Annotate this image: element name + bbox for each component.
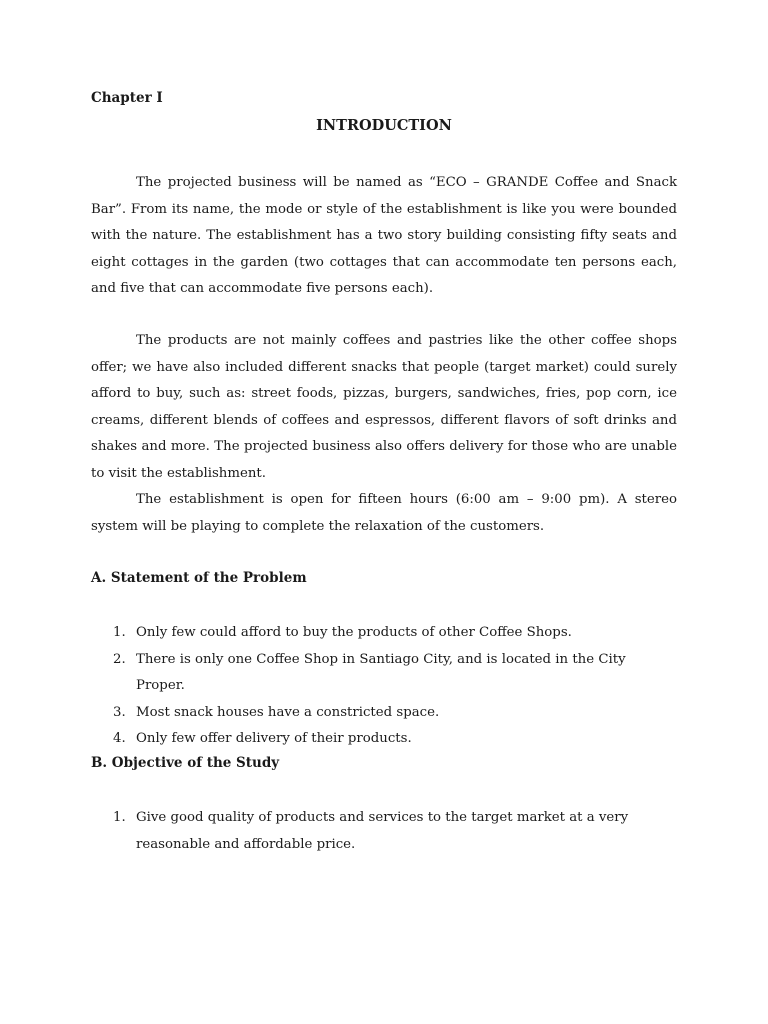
list-item-text: Give good quality of products and services to the target market at a very reasonable and affordable price. xyxy=(136,810,629,852)
list-item xyxy=(91,700,677,727)
list-item-number: 1. xyxy=(113,625,126,640)
chapter-label: Chapter I xyxy=(91,90,163,106)
list-item-text: There is only one Coffee Shop in Santiago City, and is located in the City Proper. xyxy=(136,651,626,693)
objective-list xyxy=(91,805,677,858)
list-item-text: Only few could afford to buy the products of other Coffee Shops. xyxy=(136,625,572,640)
list-item xyxy=(91,647,677,700)
list-item-text: Only few offer delivery of their products. xyxy=(136,731,412,746)
list-item-number: 2. xyxy=(113,651,126,667)
list-item-number: 4. xyxy=(113,731,126,746)
list-item xyxy=(91,620,677,647)
objective-of-study-heading: B. Objective of the Study xyxy=(91,755,280,771)
statement-of-problem-heading: A. Statement of the Problem xyxy=(91,570,307,586)
list-item xyxy=(91,805,677,858)
list-item-number: 1. xyxy=(113,810,126,825)
paragraph-products: The products are not mainly coffees and pastries like the other coffee shops offer; we have also included different snacks that people (target market) could surely afford to buy, such as: street foods, pizzas, burgers, sandwiches, fries, pop corn, ice creams, different blends of coffees and espressos, different flavors of soft drinks and shakes and more. The projected business also offers delivery for those who are unable to visit the establishment. xyxy=(91,333,677,481)
paragraph-business-name: The projected business will be named as “ECO – GRANDE Coffee and Snack Bar”. From its name, the mode or style of the establishment is like you were bounded with the nature. The establishment has a two story building consisting fifty seats and eight cottages in the garden (two cottages that can accommodate ten persons each, and five that can accommodate five persons each). xyxy=(91,175,677,296)
list-item-text: Most snack houses have a constricted space. xyxy=(136,704,440,720)
chapter-title: INTRODUCTION xyxy=(316,117,452,134)
paragraph-hours: The establishment is open for fifteen hours (6:00 am – 9:00 pm). A stereo system will be playing to complete the relaxation of the customers. xyxy=(91,492,677,534)
list-item-number: 3. xyxy=(113,704,126,720)
list-item xyxy=(91,726,677,753)
problem-list xyxy=(91,620,677,753)
